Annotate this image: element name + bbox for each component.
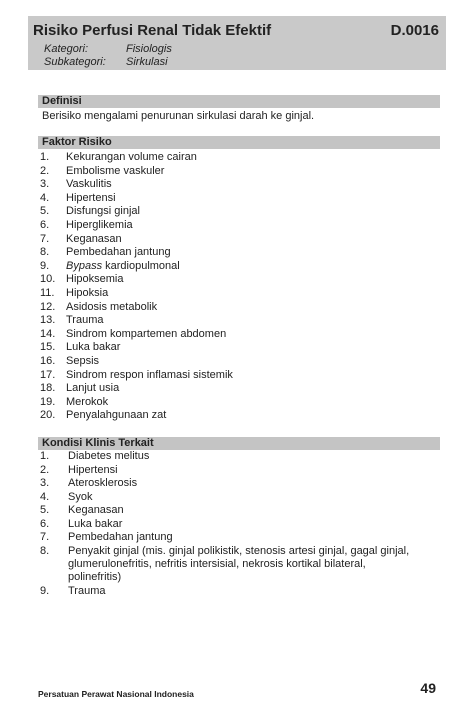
list-item <box>40 518 409 532</box>
list-item-number: 14. <box>40 327 56 340</box>
list-item-number: 9. <box>40 585 50 598</box>
list-item-number: 10. <box>40 273 56 286</box>
list-item <box>40 301 233 315</box>
list-item-number: 3. <box>40 477 50 489</box>
list-item <box>40 355 233 369</box>
kategori-row <box>44 43 172 55</box>
list-item <box>40 205 233 219</box>
list-item-text: Lanjut usia <box>66 382 120 395</box>
definisi-heading: Definisi <box>38 95 440 108</box>
list-item-number: 1. <box>40 450 50 462</box>
list-item-text: Trauma <box>66 314 104 327</box>
list-item-number: 1. <box>40 151 50 163</box>
list-item-text: Merokok <box>66 395 109 408</box>
faktor-risiko-list <box>40 151 233 423</box>
list-item <box>40 491 409 505</box>
kondisi-klinis-list <box>40 450 409 599</box>
list-item-number: 15. <box>40 341 56 354</box>
list-item-number: 13. <box>40 314 56 327</box>
faktor-risiko-heading: Faktor Risiko <box>38 136 440 149</box>
list-item <box>40 260 233 274</box>
list-item-number: 7. <box>40 531 50 543</box>
list-item-text-line: glumerulonefritis, nefritis intersisial, nekrosis kortikal bilateral, <box>68 557 366 570</box>
list-item-number: 11. <box>40 286 55 299</box>
diagnosis-header <box>28 16 446 70</box>
list-item <box>40 151 233 165</box>
list-item-text: Keganasan <box>68 504 124 516</box>
list-item-text: Hipoksemia <box>66 273 124 286</box>
list-item <box>40 450 409 464</box>
list-item <box>40 192 233 206</box>
list-item <box>40 287 233 301</box>
list-item-number: 6. <box>40 517 50 530</box>
list-item-text-line: polinefritis) <box>68 570 122 583</box>
list-item-text: Pembedahan jantung <box>66 246 171 259</box>
list-item-text: Luka bakar <box>66 341 121 354</box>
list-item-text-line: Penyakit ginjal (mis. ginjal polikistik, stenosis artesi ginjal, gagal ginjal, <box>68 544 410 557</box>
list-item-text: Sepsis <box>66 354 100 367</box>
list-item-number: 19. <box>40 395 56 408</box>
list-item-number: 8. <box>40 246 50 259</box>
list-item <box>40 464 409 478</box>
list-item <box>40 219 233 233</box>
list-item-number: 12. <box>40 300 56 313</box>
list-item <box>40 545 409 586</box>
kategori-value: Fisiologis <box>126 43 172 55</box>
list-item <box>40 477 409 491</box>
list-item-text: Sindrom kompartemen abdomen <box>66 327 227 340</box>
list-item-number: 20. <box>40 409 56 422</box>
diagnosis-code: D.0016 <box>390 22 439 39</box>
list-item <box>40 328 233 342</box>
list-item-text: Disfungsi ginjal <box>66 205 140 218</box>
kondisi-klinis-heading: Kondisi Klinis Terkait <box>38 437 440 450</box>
list-item-rest-text: kardiopulmonal <box>102 259 180 272</box>
list-item-text: Aterosklerosis <box>68 477 138 489</box>
page-number: 49 <box>420 680 436 696</box>
list-item-text <box>68 545 409 586</box>
list-item <box>40 341 233 355</box>
list-item-number: 2. <box>40 463 50 476</box>
list-item <box>40 409 233 423</box>
list-item <box>40 531 409 545</box>
list-item-number: 4. <box>40 490 50 503</box>
list-item-text: Embolisme vaskuler <box>66 164 165 177</box>
list-item-text: Trauma <box>68 585 106 598</box>
list-item-text: Hipertensi <box>68 463 118 476</box>
list-item-number: 3. <box>40 178 50 191</box>
list-item <box>40 504 409 518</box>
list-item <box>40 178 233 192</box>
list-item-text: Keganasan <box>66 232 122 245</box>
list-item-text: Vaskulitis <box>66 178 112 191</box>
kategori-label: Kategori: <box>44 43 89 55</box>
list-item-number: 8. <box>40 544 50 557</box>
list-item-text: Hipertensi <box>66 191 116 204</box>
subkategori-label: Subkategori: <box>44 56 106 68</box>
list-item-number: 5. <box>40 504 50 516</box>
list-item-text: Luka bakar <box>68 517 123 530</box>
list-item-number: 16. <box>40 354 56 367</box>
list-item-text: Hiperglikemia <box>66 218 133 231</box>
list-item-text: Asidosis metabolik <box>66 300 158 313</box>
list-item <box>40 314 233 328</box>
list-item-number: 18. <box>40 382 56 395</box>
list-item-text: Penyalahgunaan zat <box>66 409 167 422</box>
list-item-text: Kekurangan volume cairan <box>66 151 197 163</box>
list-item <box>40 369 233 383</box>
list-item-text: Syok <box>68 490 93 503</box>
list-item <box>40 246 233 260</box>
footer-publisher: Persatuan Perawat Nasional Indonesia <box>38 689 194 699</box>
list-item-text: Pembedahan jantung <box>68 531 173 543</box>
list-item <box>40 273 233 287</box>
list-item-number: 17. <box>40 368 56 381</box>
list-item-text: Diabetes melitus <box>68 450 150 462</box>
list-item-text: Hipoksia <box>66 286 109 299</box>
list-item-number: 5. <box>40 205 50 218</box>
list-item <box>40 165 233 179</box>
list-item-text <box>66 260 180 274</box>
list-item-number: 6. <box>40 218 50 231</box>
list-item <box>40 585 409 599</box>
subkategori-row <box>44 56 168 68</box>
subkategori-value: Sirkulasi <box>126 56 168 68</box>
list-item-number: 7. <box>40 232 50 245</box>
list-item <box>40 233 233 247</box>
list-item-number: 2. <box>40 164 50 177</box>
definisi-text: Berisiko mengalami penurunan sirkulasi darah ke ginjal. <box>42 110 315 122</box>
list-item-text: Sindrom respon inflamasi sistemik <box>66 368 233 381</box>
list-item <box>40 382 233 396</box>
list-item-italic-text: Bypass <box>66 259 103 272</box>
list-item-number: 9. <box>40 259 50 272</box>
diagnosis-title: Risiko Perfusi Renal Tidak Efektif <box>33 22 272 39</box>
list-item <box>40 396 233 410</box>
list-item-number: 4. <box>40 191 50 204</box>
